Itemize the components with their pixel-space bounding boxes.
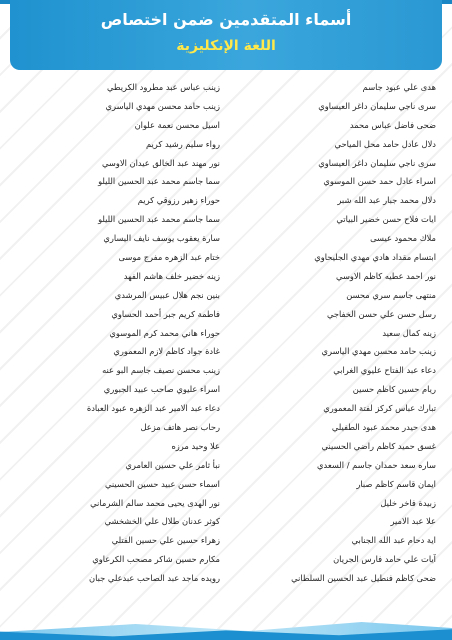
name-row: حوراء هاني محمد كرم الموسوي: [109, 327, 220, 338]
name-row: ابتسام مقداد هادي مهدي الجليحاوي: [314, 252, 436, 263]
name-row: زبيدة فاخر خليل: [380, 497, 436, 508]
name-row: كوثر عدنان طلال علي الخشخشي: [104, 516, 220, 527]
page-subtitle: اللغة الإنكليزية: [176, 38, 276, 54]
name-row: سما جاسم محمد عبد الحسين الليلو: [98, 214, 220, 225]
right-name-column: [240, 78, 436, 588]
name-row: رسل حسن علي حسن الخفاجي: [326, 308, 436, 319]
name-row: علا عبد الامير: [390, 516, 436, 527]
name-row: ملاك محمود عيسى: [370, 233, 436, 244]
name-row: سرى ناجي سليمان داغر العيساوي: [318, 100, 436, 111]
name-row: زينه كمال سعيد: [382, 327, 436, 338]
name-row: ايات فلاح حسن خضير البياتي: [336, 214, 436, 225]
name-row: نور الهدى يحيى محمد سالم الشرماني: [90, 497, 220, 508]
name-row: ضحى فاضل عباس محمد: [349, 119, 436, 130]
name-row: غادة جواد كاظم لازم المعموري: [113, 346, 220, 357]
left-name-column: [24, 78, 220, 588]
name-row: اسيل محسن نعمة علوان: [134, 119, 220, 130]
header-banner: [10, 0, 442, 70]
name-row: آيات علي حامد فارس الجريان: [333, 554, 436, 565]
name-row: اسراء عادل حمد حسن الموسوي: [323, 176, 436, 187]
name-row: علا وحيد مرزه: [171, 440, 220, 451]
name-row: زينب محسن نصيف جاسم البو عنه: [102, 365, 220, 376]
name-row: هدى علي عبود جاسم: [362, 82, 436, 92]
name-row: هدى حيدر محمد عبود الطفيلي: [331, 422, 436, 433]
page-title: أسماء المتقدمين ضمن اختصاص: [100, 10, 352, 29]
name-row: دعاء عبد الفتاح عليوي الغرابي: [333, 365, 436, 376]
name-row: زينب حامد محسن مهدي الياسري: [105, 100, 220, 111]
name-row: تبارك عباس كركز لفتة المعموري: [323, 403, 436, 414]
name-row: اية دحام عبد الله الجنابي: [351, 535, 436, 546]
name-row: زينب عباس عبد مطرود الكريطي: [107, 82, 220, 92]
name-row: دلال محمد جبار عبد الله شبر: [337, 195, 436, 206]
name-row: سرى ناجي سليمان داغر العيساوي: [318, 157, 436, 168]
footer-wave: [0, 618, 452, 640]
name-row: مكارم حسين شاكر مصحب الكرعاوي: [92, 554, 220, 565]
name-row: سما جاسم محمد عبد الحسين الليلو: [98, 176, 220, 187]
name-row: زهراء حسين علي حسين الفتلي: [111, 535, 220, 546]
name-row: ايمان قاسم كاظم صبار: [356, 478, 436, 489]
name-row: حوراء زهير رزوقي كريم: [137, 195, 220, 206]
name-row: رواء سليم رشيد كريم: [145, 138, 220, 149]
name-row: ريام حسين كاظم حسين: [352, 384, 436, 395]
name-row: منتهى جاسم سري محسن: [346, 289, 436, 300]
name-row: دعاء عبد الامير عبد الزهره عبود العبادة: [86, 403, 220, 414]
name-row: ضحى كاظم فنطيل عبد الحسين السلطاني: [291, 573, 436, 584]
name-row: سارة يعقوب يوسف نايف اليساري: [103, 233, 220, 244]
name-row: فاطمة كريم جبر أحمد الحساوي: [111, 308, 220, 319]
name-row: رويده ماجد عبد الصاحب عبدعلي جبان: [89, 573, 220, 584]
name-row: زينب حامد محسن مهدي الياسري: [321, 346, 436, 357]
name-row: غسق حميد كاظم راضي الحسيني: [321, 440, 436, 451]
name-row: اسماء حسن عبيد حسين الحسيني: [104, 478, 220, 489]
name-row: نبأ ثامر علي حسين العامري: [125, 459, 220, 470]
name-row: زينه خضير خلف هاشم الفهد: [123, 270, 220, 281]
name-row: رحاب نصر هاتف مزعل: [140, 422, 220, 433]
name-row: بنين نجم هلال عبيس المرشدي: [114, 289, 220, 300]
name-row: ساره سعد حمدان جاسم / السعدي: [316, 459, 436, 470]
name-row: دلال عادل حامد محل المياحي: [334, 138, 436, 149]
name-row: نور مهند عبد الخالق عيدان الاوسي: [101, 157, 220, 168]
name-row: اسراء عليوي صاحب عبيد الجبوري: [103, 384, 220, 395]
name-row: ختام عبد الزهره مفرج موسى: [118, 252, 220, 263]
name-row: نور احمد عطيه كاظم الاوسي: [336, 270, 436, 281]
